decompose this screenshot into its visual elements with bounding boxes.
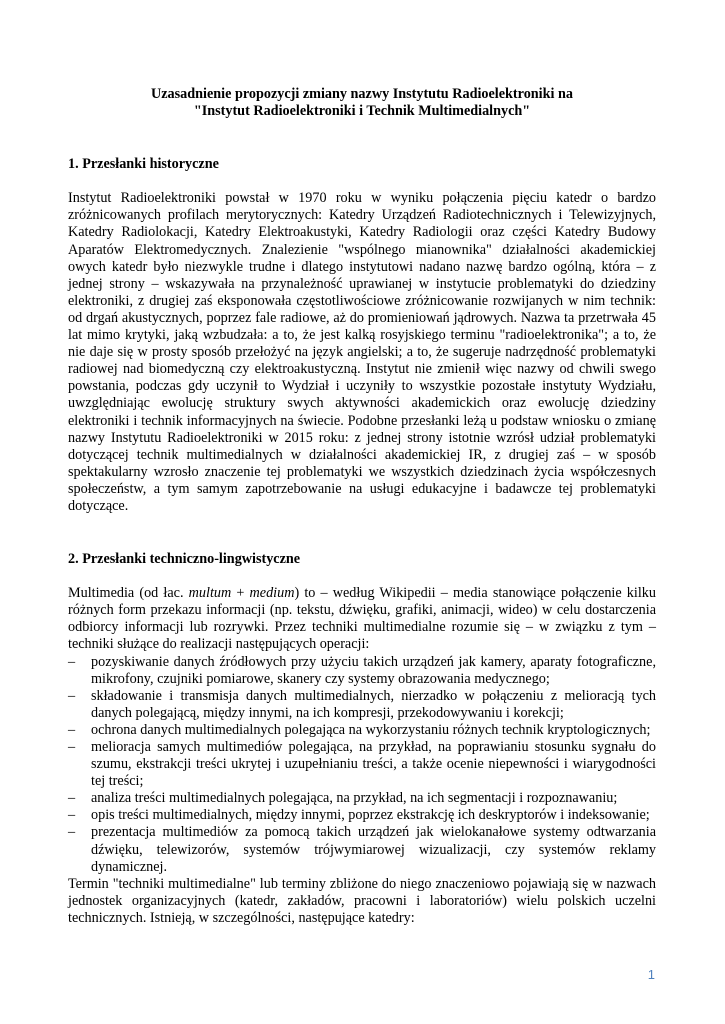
title-line-2: "Instytut Radioelektroniki i Technik Multimedialnych" [193,103,531,120]
section-2-intro [68,585,656,653]
section-1-heading: 1. Przesłanki historyczne [68,156,219,173]
section-2-closing: Termin "techniki multimedialne" lub terminy zbliżone do niego znaczeniowo pojawiają się w nazwach jednostek organizacyjnych (katedr, zakładów, pracowni i laboratoriów) wielu polskich uczelni technicznych. Istnieją, w szczególności, następujące katedry: [68,875,656,926]
list-item [68,739,656,790]
list-item [68,688,656,722]
list-item-text: melioracja samych multimediów polegająca, na przykład, na poprawianiu stosunku sygnału do szumu, ekstrakcji treści ukrytej i uzupełnianiu treści, a także ocenie niepewności i wiarygodności tej treści; [91,739,656,790]
list-item [68,807,656,824]
operations-list [68,654,656,876]
document-page [68,86,656,927]
dash-bullet: – [68,687,76,704]
page-number: 1 [647,967,655,982]
dash-bullet: – [68,790,76,807]
list-item-text: opis treści multimedialnych, między innymi, poprzez ekstrakcję ich deskryptorów i indeksowanie; [91,807,650,824]
latin-word-multum: multum [188,585,232,602]
list-item-text: ochrona danych multimedialnych polegająca na wykorzystaniu różnych technik kryptologicznych; [91,721,651,738]
list-item-text: pozyskiwanie danych źródłowych przy użyciu takich urządzeń jak kamery, aparaty fotograficzne, mikrofony, czujniki pomiarowe, skanery czy systemy obrazowania medycznego; [91,653,656,687]
document-title [68,86,656,120]
list-item [68,722,656,739]
dash-bullet: – [68,653,76,670]
intro-plus: + [231,585,250,602]
list-item [68,824,656,875]
intro-text-after: ) to – według Wikipedii – media stanowiące połączenie kilku różnych form przekazu informacji (np. tekstu, dźwięku, grafiki, animacji, wideo) w celu dostarczenia odbiorcy informacji lub rozrywki. Przez techniki multimedialne rozumie się – w związku z tym – techniki służące do realizacji następujących operacji: [68,585,656,653]
list-item [68,790,656,807]
list-item [68,654,656,688]
dash-bullet: – [68,824,76,841]
latin-word-medium: medium [249,585,295,602]
dash-bullet: – [68,807,76,824]
list-item-text: składowanie i transmisja danych multimedialnych, nierzadko w połączeniu z melioracją tych danych polegającą, między innymi, na ich kompresji, przekodowywaniu i korekcji; [91,687,656,721]
list-item-text: analiza treści multimedialnych polegająca, na przykład, na ich segmentacji i rozpoznawaniu; [91,790,618,807]
dash-bullet: – [68,739,76,755]
section-1-paragraph: Instytut Radioelektroniki powstał w 1970 roku w wyniku połączenia pięciu katedr o bardzo zróżnicowanych profilach merytorycznych: Katedry Urządzeń Radiotechnicznych i Telewizyjnych, Katedry Radiolokacji, Katedry Elektroakustyki, Katedry Radiologii oraz części Katedry Budowy Aparatów Elektromedycznych. Znalezienie "wspólnego mianownika" działalności akademickiej owych katedr było niezwykle trudne i dlatego instytutowi nadano nazwę bardzo ogólną, która – z jednej strony – wskazywała na przynależność uprawianej w instytucie problematyki do dziedziny elektroniki, z drugiej zaś eksponowała częstotliwościowe zróżnicowanie rozwijanych w nim technik: od drgań akustycznych, poprzez fale radiowe, aż do promieniowań jądrowych. Nazwa ta przetrwała 45 lat mimo krytyki, jaką wzbudzała: a to, że jest kalką rosyjskiego terminu "radioelektronika"; a to, że nie daje się w prosty sposób przełożyć na język angielski; a to, że sugeruje nadrzędność problematyki radiowej nad biomedyczną czy elektroakustyczną. Instytut nie zmienił więc nazwy od chwili swego powstania, podczas gdy uczynił to Wydział i uczyniły to wszystkie pozostałe instytuty Wydziału, uwzględniając ewolucję struktury swych aktywności akademickich oraz ewolucję dziedziny elektroniki i technik informacyjnych na świecie. Podobne przesłanki leżą u podstaw wniosku o zmianę nazwy Instytutu Radioelektroniki w 2015 roku: z jednej strony istotnie wzrósł udział problematyki dotyczącej technik multimedialnych w działalności akademickiej IR, z drugiej zaś – w sposób spektakularny wzrosło znaczenie tej problematyki we wszystkich dziedzinach życia współczesnych społeczeństw, a tym samym zapotrzebowanie na usługi edukacyjne i badawcze tej problematyki dotyczące. [68,190,656,514]
intro-text-before: Multimedia (od łac. [68,585,189,602]
list-item-text: prezentacja multimediów za pomocą takich urządzeń jak wielokanałowe systemy odtwarzania dźwięku, telewizorów, systemów trójwymiarowej wizualizacji, czy systemów reklamy dynamicznej. [91,824,656,875]
dash-bullet: – [68,721,76,738]
section-2-heading: 2. Przesłanki techniczno-lingwistyczne [68,551,301,568]
title-line-1: Uzasadnienie propozycji zmiany nazwy Instytutu Radioelektroniki na [151,86,573,102]
